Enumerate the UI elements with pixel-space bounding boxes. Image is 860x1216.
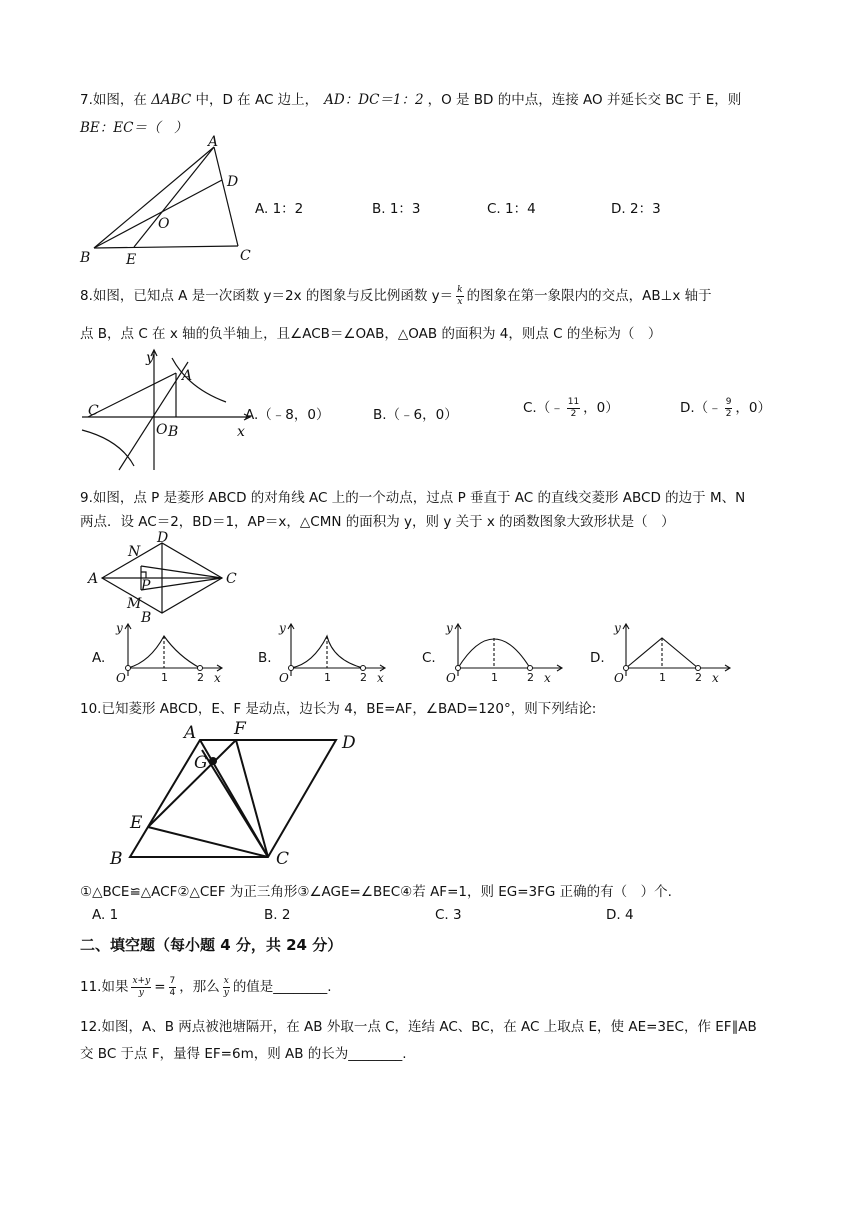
q7-line2: BE：EC＝（ ） [80,120,188,136]
q10-line1: 10.已知菱形 ABCD，E、F 是动点，边长为 4，BE=AF，∠BAD=120°，则下列结论: [80,701,597,717]
q9-graph-d-y: y [614,621,621,635]
section-heading: 二、填空题（每小题 4 分，共 24 分） [80,936,343,954]
q11-post: 的值是________. [232,979,332,995]
q11-eq: = [154,979,166,995]
q9-graph-c-y: y [446,621,453,635]
q7-label-b: B [80,250,91,266]
q8-line1-a: 8.如图，已知点 A 是一次函数 y＝2x 的图象与反比例函数 y＝ [80,288,454,304]
q8-option-d-bot: 2 [725,408,732,419]
q9-line2: 两点．设 AC＝2，BD＝1，AP＝x，△CMN 的面积为 y，则 y 关于 x 的函数图象大致形状是（ ） [80,514,675,530]
q8-option-c[interactable] [523,396,619,420]
q7-option-d[interactable]: D. 2：3 [611,201,661,217]
q9-graph-d-x: x [712,671,719,685]
q8-option-d-post: ，0） [735,400,772,416]
q11-frac-2-bot: 4 [169,987,176,998]
q9-graph-c-1: 1 [491,671,498,684]
q9-option-c-label[interactable]: C. [422,650,436,666]
q8-line2: 点 B，点 C 在 x 轴的负半轴上，且∠ACB＝∠OAB，△OAB 的面积为 4，则点 C 的坐标为（ ） [80,326,662,342]
q9-label-b: B [141,610,152,626]
q9-graph-b-2: 2 [360,671,367,684]
q7-label-e: E [126,252,137,268]
q9-graph-a-2: 2 [197,671,204,684]
q8-option-d-pre: D.（﹣ [680,400,722,416]
q7-text-a: 如图，在 [92,92,152,108]
q7-number: 7. [80,92,93,108]
q7-label-d: D [227,174,239,190]
q9-option-d-label[interactable]: D. [590,650,605,666]
q8-line1-b: 的图象在第一象限内的交点，AB⊥x 轴于 [466,288,712,304]
q10-label-f: F [234,719,246,739]
q9-graph-b-o: O [279,671,289,685]
q7-line1 [80,88,741,108]
q11-frac-1 [131,976,151,999]
q8-option-d-frac [725,397,733,420]
q11-frac-2 [169,976,177,999]
q8-option-c-bot: 2 [570,408,577,419]
q9-label-a: A [88,571,99,587]
q9-label-p: P [141,578,151,594]
q9-label-n: N [128,544,141,560]
q10-label-d: D [342,733,356,753]
q8-frac-top: k [457,284,463,295]
q8-label-x: x [237,424,245,440]
q9-graph-b-1: 1 [324,671,331,684]
q9-graph-a-o: O [116,671,126,685]
q8-label-y: y [146,350,154,366]
q7-figure [80,134,260,270]
q8-fraction [456,285,463,308]
q9-option-a-label[interactable]: A. [92,650,106,666]
q11-line [80,975,332,999]
q8-option-c-frac [567,397,580,420]
q9-graph-d[interactable] [608,620,738,686]
q8-label-a: A [182,368,193,384]
q10-option-c[interactable]: C. 3 [435,907,462,923]
q7-option-b[interactable]: B. 1：3 [372,201,421,217]
q11-frac-3-bot: y [223,987,229,998]
q9-graph-c[interactable] [440,620,570,686]
q9-label-d: D [157,530,169,546]
q9-graph-d-2: 2 [695,671,702,684]
q8-option-c-pre: C.（﹣ [523,400,564,416]
q9-graph-a-1: 1 [161,671,168,684]
q7-option-c[interactable]: C. 1：4 [487,201,536,217]
q9-label-m: M [127,596,142,612]
q7-label-c: C [240,248,251,264]
q7-label-o: O [158,216,170,232]
q8-label-b: B [168,424,179,440]
q9-line1: 9.如图，点 P 是菱形 ABCD 的对角线 AC 上的一个动点，过点 P 垂直于 AC 的直线交菱形 ABCD 的边于 M、N [80,490,746,506]
q9-graph-a[interactable] [110,620,230,686]
q11-pre: 11.如果 [80,979,129,995]
q11-mid: ，那么 [179,979,220,995]
q7-text-c: ，O 是 BD 的中点，连接 AO 并延长交 BC 于 E，则 [427,92,742,108]
q8-label-c: C [88,403,99,419]
q7-text-b: 中，D 在 AC 边上， [191,92,319,108]
q11-frac-3-top: x [223,975,229,986]
q11-frac-1-bot: y [138,987,144,998]
q7-triangle: ΔABC [151,92,192,108]
q11-frac-3 [223,976,230,999]
q9-graph-d-o: O [614,671,624,685]
q9-option-b-label[interactable]: B. [258,650,272,666]
q9-graph-b[interactable] [273,620,393,686]
q10-option-b[interactable]: B. 2 [264,907,291,923]
q9-label-c: C [226,571,237,587]
q9-graph-d-1: 1 [659,671,666,684]
q10-option-d[interactable]: D. 4 [606,907,634,923]
q10-figure [108,720,368,870]
q11-frac-2-top: 7 [169,975,176,986]
q8-option-c-top: 11 [567,396,580,407]
q8-line1 [80,284,712,308]
q7-ratio: AD：DC＝1：2 [324,92,424,108]
q10-label-e: E [130,813,143,833]
q8-label-o: O [156,422,168,438]
q10-label-g: G [194,753,208,773]
q9-graph-a-y: y [116,621,123,635]
q8-option-d-top: 9 [725,396,732,407]
q8-frac-bot: x [457,296,463,307]
q11-frac-1-top: x+y [132,975,151,986]
q9-graph-b-y: y [279,621,286,635]
q12-line2: 交 BC 于点 F，量得 EF=6m，则 AB 的长为________. [80,1046,407,1062]
q9-graph-c-2: 2 [527,671,534,684]
q10-label-a: A [184,723,197,743]
q9-graph-c-o: O [446,671,456,685]
q10-option-a[interactable]: A. 1 [92,907,119,923]
q9-graph-c-x: x [544,671,551,685]
q7-option-a[interactable]: A. 1：2 [255,201,304,217]
q9-graph-b-x: x [377,671,384,685]
q9-figure [88,530,248,626]
q7-label-a: A [208,134,219,150]
q8-option-c-post: ，0） [583,400,619,416]
q10-label-b: B [110,849,123,869]
q8-option-d[interactable] [680,396,771,420]
q10-label-c: C [276,849,290,869]
q8-figure [80,348,260,473]
q10-statements: ①△BCE≌△ACF②△CEF 为正三角形③∠AGE=∠BEC④若 AF=1，则 EG=3FG 正确的有（ ）个. [80,884,672,900]
q8-option-b[interactable]: B.（﹣6，0） [373,407,458,423]
q8-option-a[interactable]: A.（﹣8，0） [245,407,330,423]
q12-line1: 12.如图，A、B 两点被池塘隔开，在 AB 外取一点 C，连结 AC、BC，在 AC 上取点 E，使 AE=3EC，作 EF∥AB [80,1019,757,1035]
q9-graph-a-x: x [214,671,221,685]
